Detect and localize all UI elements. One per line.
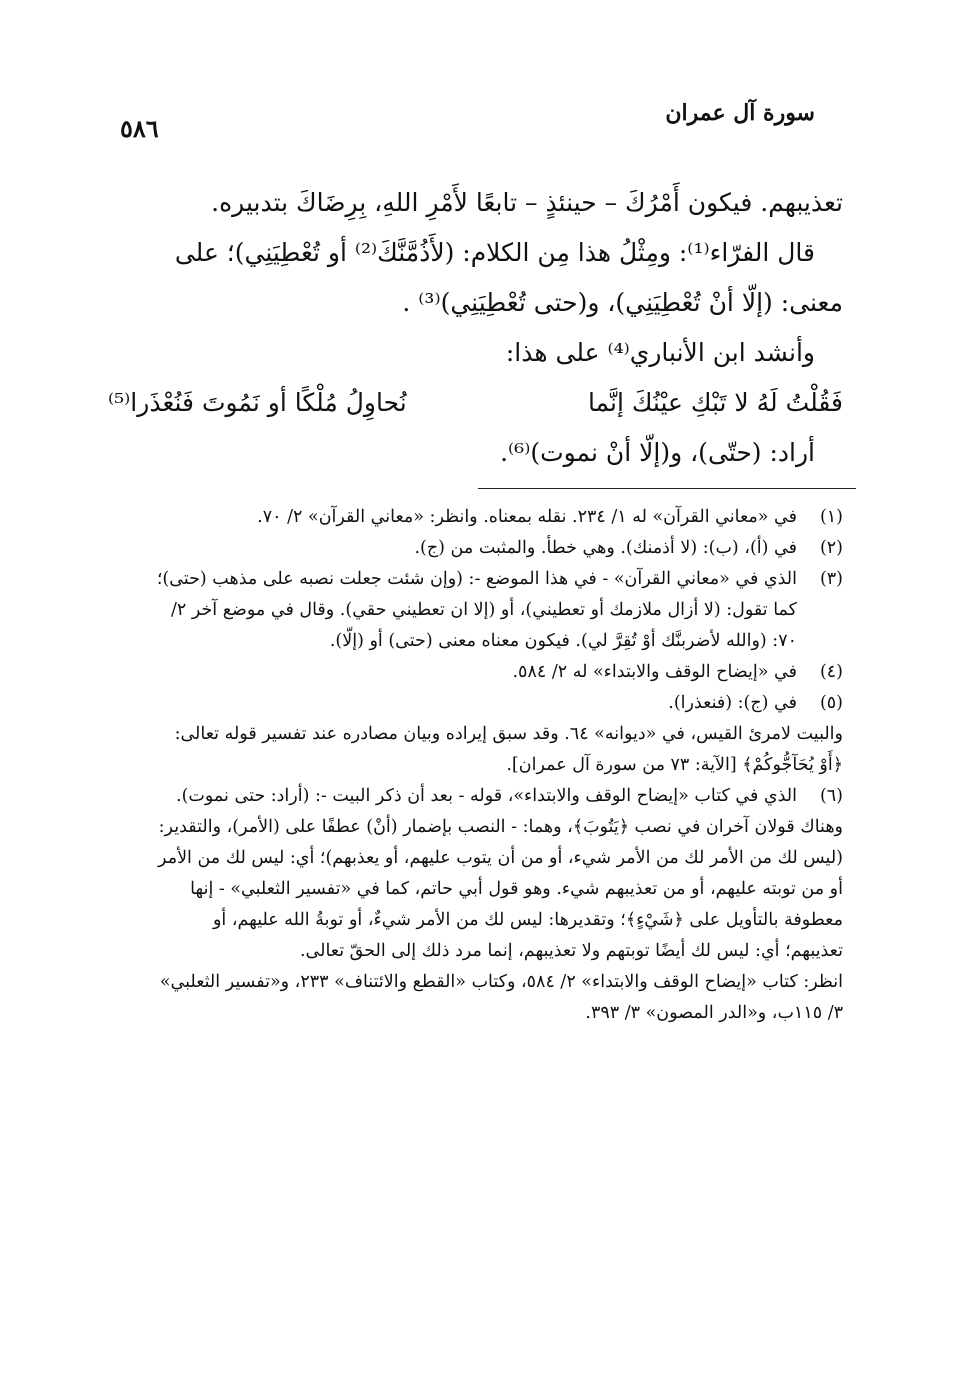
footnote-continuation: وهناك قولان آخران في نصب ﴿يَتُوبَ﴾، وهما: - النصب بإضمار (أنْ) عطفًا على (الأمر)، والتقدير: (ليس لك من الأمر لك من الأمر شيء، أو من أن يتوب عليهم، أو يعذبهم)؛ أي: ليس لك من الأمر أو من توبته عليهم، أو من تعذيبهم شيء. وهو قول أبي حاتم، كما في «تفسير الثعلبي» - إنها معطوفة بالتأويل على ﴿شَيْءٍ﴾؛ وتقديرها: ليس لك من الأمر شيءٌ، أو توبةُ الله عليهم، أو تعذيبهم؛ أي: ليس لك أيضًا توبتهم ولا تعذيبهم، إنما مرد ذلك إلى الحقّ تعالى. (158, 817, 843, 961)
footnote-number: (٦) (819, 786, 843, 806)
poem-first-hemistich: فَقُلْتُ لَهُ لا تَبْكِ عيْنُكَ إنَّما (587, 388, 843, 417)
footnotes (152, 502, 843, 1029)
footnote-number: (٢) (819, 538, 843, 558)
footnote-number: (١) (819, 507, 843, 527)
footnote-number: (٥) (819, 693, 843, 713)
main-line: تعذيبهم. فيكون أَمْرُكَ – حينئذٍ – تابعًا لأَمْرِ اللهِ، بِرِضَاكَ بتدبيره. (211, 188, 843, 217)
main-line: وأنشد ابن الأنباري⁽⁴⁾ على هذا: (505, 338, 815, 367)
poem-second-hemistich: نُحاوِلُ مُلْكًا أو نَمُوتَ فَنُعْذَرا⁽⁵⁾ (108, 388, 407, 417)
main-line: معنى: (إلّا أنْ تُعْطِيَنِي)، و(حتى تُعْطِيَنِي)⁽³⁾ . (402, 288, 843, 317)
footnote (152, 533, 843, 564)
footnote-continuation: والبيت لامرئ القيس، في «ديوانه» ٦٤. وقد سبق إيراده وبيان مصادره عند تفسير قوله تعالى: ﴿أَوْ يُحَآجُّوكُمْ﴾ [الآية: ٧٣ من سورة آل عمران]. (174, 724, 843, 775)
footnote-text: في (ج): (فنعذرا). (668, 693, 797, 713)
footnote-separator (478, 488, 856, 489)
page-header (120, 100, 815, 150)
page-number: ٥٨٦ (120, 114, 159, 143)
main-line: قال الفرّاء⁽¹⁾: ومِثْلُ هذا مِن الكلام: (لأَذُمَّنَّكَ⁽²⁾ أو تُعْطِيَنِي)؛ على (174, 238, 815, 267)
footnote (152, 564, 843, 657)
footnote-text: الذي في كتاب «إيضاح الوقف والابتداء»، قوله - بعد أن ذكر البيت -: (أراد: حتى نموت). (176, 786, 797, 806)
main-text (108, 178, 843, 478)
footnote (152, 502, 843, 533)
footnote-number: (٤) (819, 662, 843, 682)
footnote (152, 657, 843, 688)
footnote-text: الذي في «معاني القرآن» - في هذا الموضع -: (وإن شئت جعلت نصبه على مذهب (حتى)؛ كما تقول: (لا أزال ملازمك أو تعطيني)، أو (إلا ان تعطيني حقي). وقال في موضع آخر ٢/ ٧٠: (والله لأضربنَّك أوْ تُقِرَّ لي). فيكون معناه معنى (حتى) أو (إلّا). (156, 569, 797, 651)
footnote-continuation: انظر: كتاب «إيضاح الوقف والابتداء» ٢/ ٥٨٤، وكتاب «القطع والائتناف» ٢٣٣، و«تفسير الثعلبي» ٣/ ١١٥ب، و«الدر المصون» ٣/ ٣٩٣. (159, 972, 843, 1023)
footnote (152, 688, 843, 719)
footnote-text: في (أ)، (ب): (لا أذمنك). وهي خطأ. والمثبت من (ج). (414, 538, 797, 558)
main-line: أراد: (حتّى)، و(إلّا أنْ نموت)⁽⁶⁾. (500, 438, 815, 467)
poem-verse (108, 378, 843, 428)
footnote-text: في «إيضاح الوقف والابتداء» له ٢/ ٥٨٤. (512, 662, 797, 682)
surah-title: سورة آل عمران (665, 100, 815, 126)
footnote-text: في «معاني القرآن» له ١/ ٢٣٤. نقله بمعناه. وانظر: «معاني القرآن» ٢/ ٧٠. (257, 507, 797, 527)
footnote-number: (٣) (819, 569, 843, 589)
footnote (152, 781, 843, 812)
